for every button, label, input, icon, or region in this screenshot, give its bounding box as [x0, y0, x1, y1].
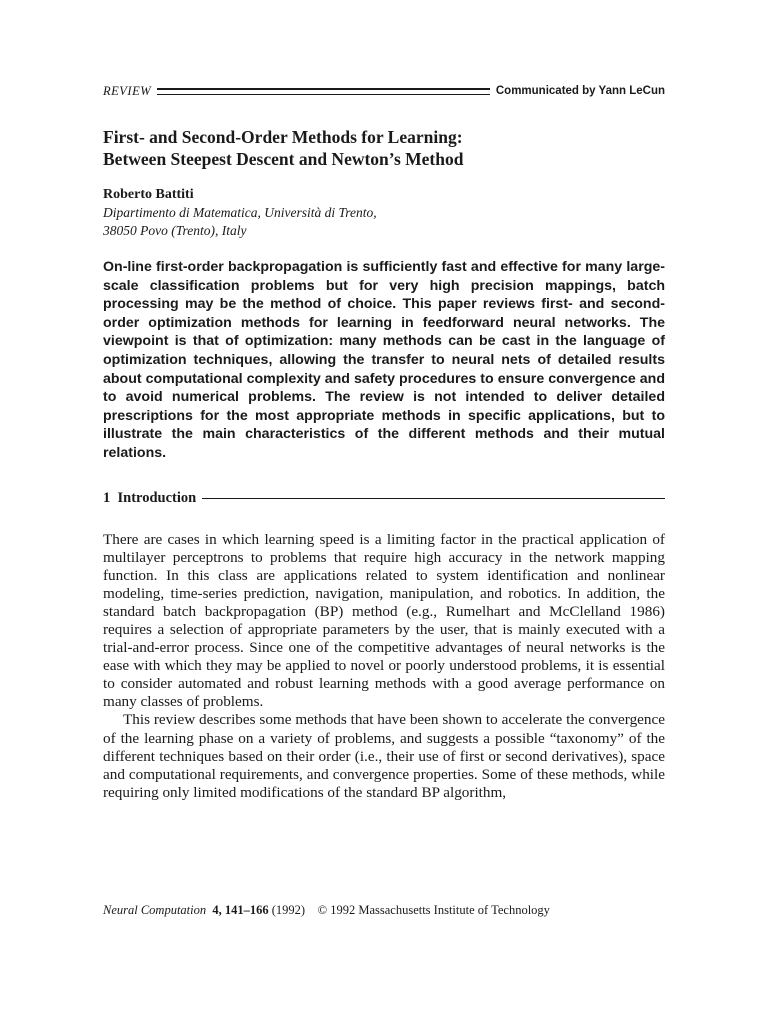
author-affiliation-line-1: Dipartimento di Matematica, Università di Trento,	[103, 205, 377, 220]
paragraph-2: This review describes some methods that have been shown to accelerate the convergence of the learning phase on a variety of problems, and suggests a possible “taxonomy” of the different techniques based on their order (i.e., their use of first or second derivatives), space and computational requirements, and convergence properties. Some of these methods, while requiring only limited modifications of the standard BP algorithm,	[103, 711, 665, 801]
section-heading	[103, 490, 665, 507]
paragraph-1: There are cases in which learning speed is a limiting factor in the practical application of multilayer perceptrons to problems that require high accuracy in the network mapping function. In this class are applications related to system identification and nonlinear modeling, time-series prediction, navigation, manipulation, and robotics. In addition, the standard batch backpropagation (BP) method (e.g., Rumelhart and McClelland 1986) requires a selection of appropriate parameters by the user, that is mainly executed with a trial-and-error process. Since one of the competitive advantages of neural networks is the ease with which they may be applied to novel or poorly understood problems, it is essential to consider automated and robust learning methods with a good average performance on many classes of problems.	[103, 530, 665, 711]
copyright-notice: © 1992 Massachusetts Institute of Technology	[317, 903, 550, 917]
title-line-2: Between Steepest Descent and Newton’s Method	[103, 149, 464, 169]
author-affiliation-line-2: 38050 Povo (Trento), Italy	[103, 223, 247, 238]
footer	[103, 903, 665, 918]
body-text	[103, 531, 665, 802]
section-title: Introduction	[117, 489, 197, 506]
volume-pages: 4, 141–166	[212, 903, 269, 917]
abstract: On-line first-order backpropagation is sufficiently fast and effective for many large-scale classification problems but for very high precision mappings, batch processing may be the method of choice. This paper reviews first- and second-order optimization methods for learning in feedforward neural networks. The viewpoint is that of optimization: many methods can be cast in the language of optimization techniques, allowing the transfer to neural nets of detailed results about computational complexity and safety procedures to ensure convergence and to avoid numerical problems. The review is not intended to deliver detailed prescriptions for the most appropriate methods in specific applications, but to illustrate the main characteristics of the different methods and their mutual relations.	[103, 259, 665, 461]
section-number: 1	[103, 489, 111, 506]
paper-page	[103, 80, 665, 802]
section-rule	[202, 498, 665, 499]
journal-name: Neural Computation	[103, 903, 207, 917]
communicated-by: Communicated by Yann LeCun	[495, 85, 665, 97]
title-line-1: First- and Second-Order Methods for Learning:	[103, 127, 463, 147]
section-label: REVIEW	[103, 83, 152, 98]
author-name: Roberto Battiti	[103, 187, 194, 202]
header-rule	[157, 88, 490, 95]
publication-year: (1992)	[271, 903, 306, 917]
paper-title	[103, 126, 665, 170]
running-header	[103, 80, 665, 102]
